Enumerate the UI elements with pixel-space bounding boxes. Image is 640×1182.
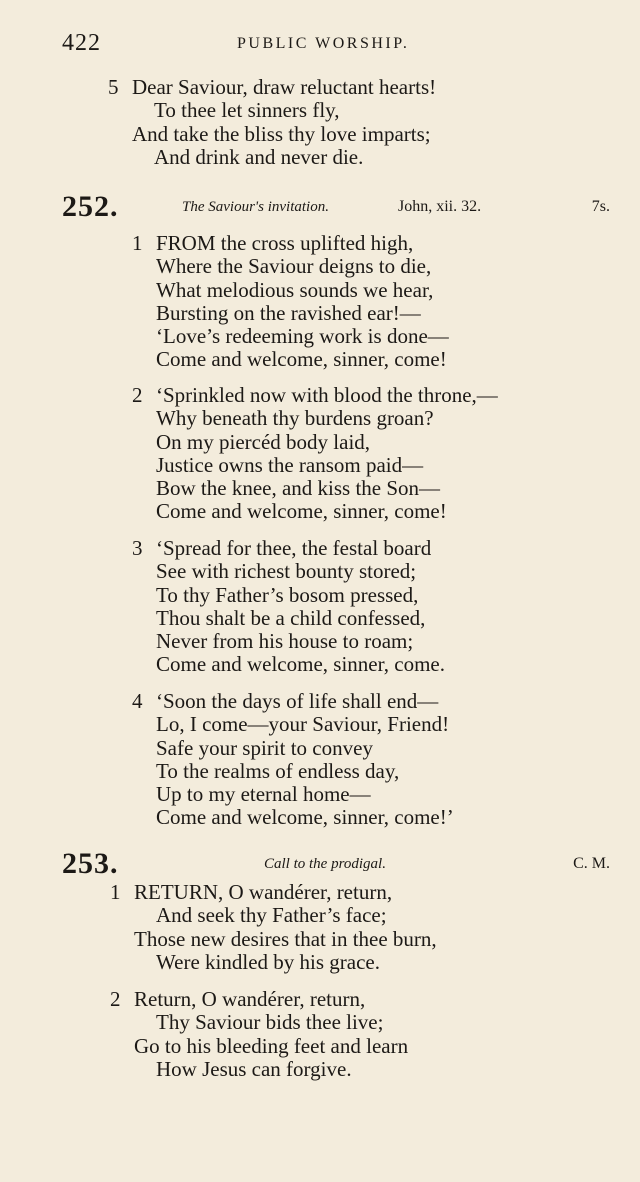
hymn-stanza — [110, 880, 437, 974]
hymn-heading — [62, 190, 610, 232]
stanza-number: 1 — [132, 231, 143, 255]
stanza-number: 5 — [108, 75, 119, 99]
stanza-line: 2 Return, O wandérer, return, — [110, 987, 366, 1011]
stanza-number: 3 — [132, 536, 143, 560]
stanza-line: Come and welcome, sinner, come! — [156, 347, 447, 372]
hymn-stanza — [110, 987, 409, 1081]
stanza-line: See with richest bounty stored; — [156, 559, 417, 584]
stanza-line: On my piercéd body laid, — [156, 429, 371, 454]
stanza-line: 3 ‘Spread for thee, the festal board — [132, 536, 432, 560]
stanza-line: Bursting on the ravished ear!— — [156, 300, 421, 325]
stanza-line: And drink and never die. — [154, 144, 364, 169]
hymn-stanza — [132, 383, 498, 524]
stanza-line: Come and welcome, sinner, come!’ — [156, 805, 454, 830]
stanza-line: Come and welcome, sinner, come. — [156, 652, 445, 677]
stanza-line: Safe your spirit to convey — [156, 735, 373, 760]
stanza-line: 2 ‘Sprinkled now with blood the throne,— — [132, 383, 498, 407]
stanza-number: 4 — [132, 689, 143, 713]
hymn-stanza — [132, 689, 454, 830]
stanza-line: Bow the knee, and kiss the Son— — [156, 476, 441, 501]
page-header — [62, 30, 600, 60]
stanza-line: And seek thy Father’s face; — [156, 903, 387, 928]
stanza-line: What melodious sounds we hear, — [156, 277, 434, 302]
hymn-number: 252. — [62, 190, 119, 223]
stanza-line: Justice owns the ransom paid— — [156, 452, 424, 477]
stanza-line: And take the bliss thy love imparts; — [132, 121, 431, 146]
stanza-number: 2 — [132, 383, 143, 407]
hymn-meter: 7s. — [591, 198, 610, 215]
stanza-line: How Jesus can forgive. — [156, 1056, 352, 1081]
prev-hymn-stanza — [108, 75, 437, 169]
stanza-line: Never from his house to roam; — [156, 629, 414, 654]
stanza-line: Why beneath thy burdens groan? — [156, 406, 434, 431]
hymn-title: The Saviour's invitation. — [182, 199, 329, 215]
hymn-meter: C. M. — [573, 855, 610, 872]
stanza-line: Were kindled by his grace. — [156, 949, 380, 974]
stanza-line: Where the Saviour deigns to die, — [156, 254, 432, 279]
stanza-line: ‘Love’s redeeming work is done— — [156, 324, 449, 349]
hymn-stanza — [132, 231, 449, 372]
stanza-line: Thy Saviour bids thee live; — [156, 1010, 384, 1035]
stanza-line: To thee let sinners fly, — [154, 98, 340, 123]
stanza-line: 4 ‘Soon the days of life shall end— — [132, 689, 439, 713]
stanza-line: Come and welcome, sinner, come! — [156, 499, 447, 524]
stanza-line: 1 RETURN, O wandérer, return, — [110, 880, 393, 904]
stanza-line: Those new desires that in thee burn, — [134, 926, 437, 951]
stanza-line: To thy Father’s bosom pressed, — [156, 582, 419, 607]
page-number: 422 — [62, 30, 101, 56]
stanza-line: 5 Dear Saviour, draw reluctant hearts! — [108, 75, 437, 99]
stanza-number: 2 — [110, 987, 121, 1011]
stanza-line: Thou shalt be a child confessed, — [156, 605, 426, 630]
stanza-line: Lo, I come—your Saviour, Friend! — [156, 712, 450, 737]
stanza-line: 1 FROM the cross uplifted high, — [132, 231, 414, 255]
hymn-title: Call to the prodigal. — [264, 856, 386, 872]
stanza-line: Up to my eternal home— — [156, 782, 371, 807]
stanza-number: 1 — [110, 880, 121, 904]
running-title: PUBLIC WORSHIP. — [237, 35, 410, 52]
stanza-line: To the realms of endless day, — [156, 758, 400, 783]
hymn-stanza — [132, 536, 445, 677]
scripture-reference: John, xii. 32. — [398, 198, 482, 215]
hymn-number: 253. — [62, 847, 119, 880]
stanza-line: Go to his bleeding feet and learn — [134, 1033, 409, 1058]
